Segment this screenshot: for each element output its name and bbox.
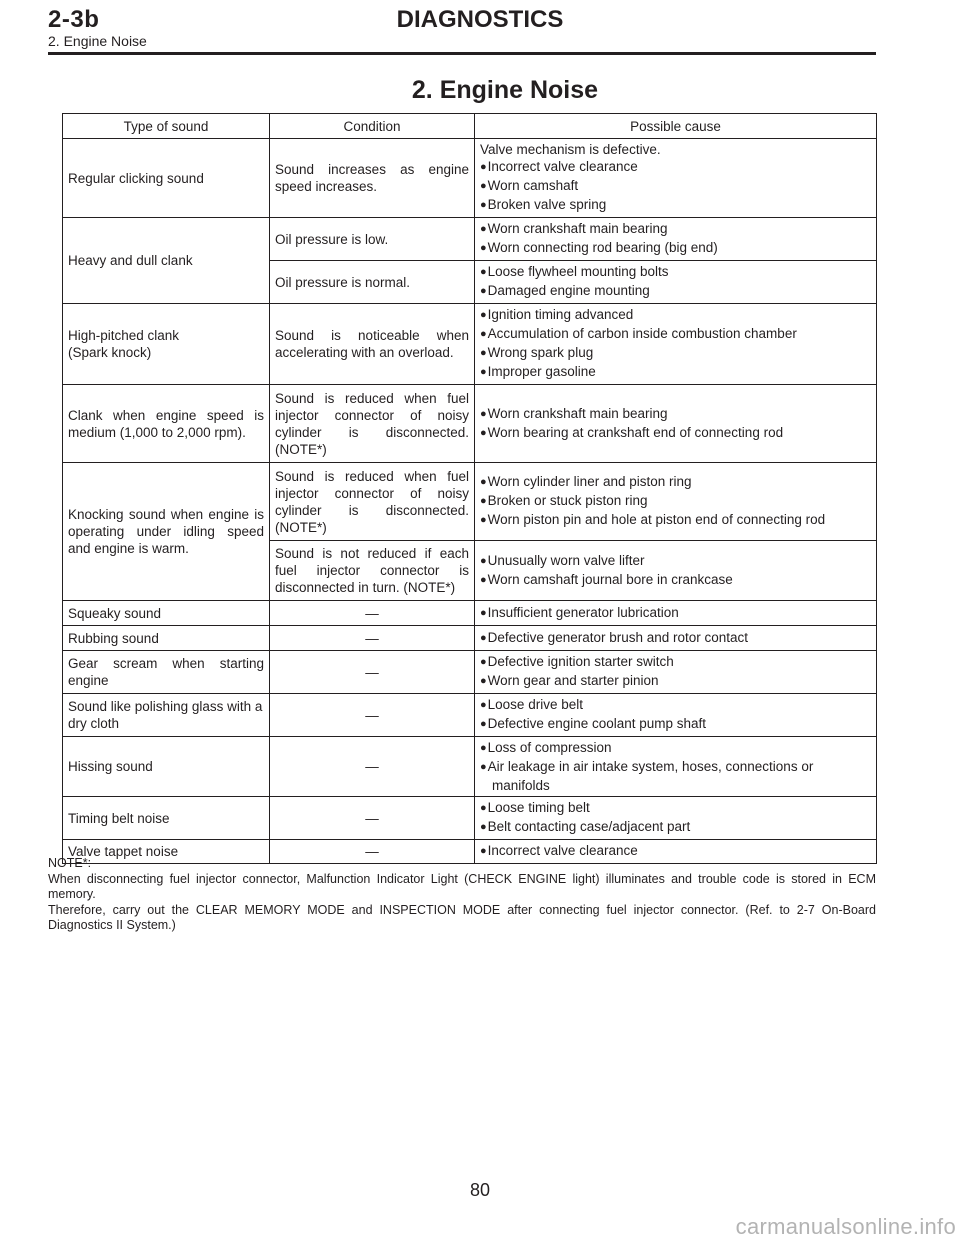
section-number: 2-3b	[48, 6, 100, 33]
cause-item-continuation: manifolds	[492, 778, 550, 793]
cause-cell	[475, 737, 877, 797]
page-title: 2. Engine Noise	[411, 76, 599, 104]
bullet-icon: ●	[480, 426, 487, 439]
cause-cell	[475, 463, 877, 541]
condition-cell: Oil pressure is low.	[270, 218, 475, 261]
cause-item: Incorrect valve clearance	[487, 159, 638, 174]
column-header-condition: Condition	[270, 114, 475, 139]
condition-cell: —	[270, 737, 475, 797]
cause-item: Broken valve spring	[487, 197, 607, 212]
cause-cell	[475, 385, 877, 463]
section-subtitle: 2. Engine Noise	[48, 33, 147, 49]
cause-item: Loss of compression	[487, 740, 612, 755]
bullet-icon: ●	[480, 742, 487, 754]
cause-item: Worn gear and starter pinion	[487, 673, 659, 688]
bullet-icon: ●	[480, 366, 487, 378]
cause-item: Defective engine coolant pump shaft	[487, 716, 707, 731]
condition-cell: Sound is not reduced if each fuel injector connector is disconnected in turn. (NOTE*)	[270, 541, 475, 601]
header-rule	[48, 52, 876, 55]
sound-type-cell: Squeaky sound	[63, 601, 270, 626]
condition-cell: Sound is reduced when fuel injector connector of noisy cylinder is disconnected. (NOTE*)	[270, 463, 475, 541]
cause-item: Ignition timing advanced	[487, 307, 634, 322]
condition-cell: Sound increases as engine speed increases.	[270, 139, 475, 218]
bullet-icon: ●	[480, 606, 487, 619]
bullet-icon: ●	[480, 161, 487, 173]
sound-type-cell	[63, 304, 270, 385]
bullet-icon: ●	[480, 242, 487, 254]
table-row	[63, 463, 877, 541]
cause-item: Wrong spark plug	[487, 345, 594, 360]
cause-item: Worn connecting rod bearing (big end)	[487, 240, 718, 255]
cause-item: Air leakage in air intake system, hoses, connections or	[487, 759, 814, 774]
notes-section	[48, 856, 876, 934]
cause-item: Worn bearing at crankshaft end of connecting rod	[487, 424, 784, 440]
cause-item: Broken or stuck piston ring	[487, 493, 648, 508]
condition-cell: —	[270, 601, 475, 626]
cause-cell	[475, 541, 877, 601]
sound-type-cell: Clank when engine speed is medium (1,000 to 2,000 rpm).	[63, 385, 270, 463]
bullet-icon: ●	[480, 573, 487, 586]
cause-cell	[475, 626, 877, 651]
bullet-icon: ●	[480, 631, 487, 644]
bullet-icon: ●	[480, 476, 487, 488]
bullet-icon: ●	[480, 514, 487, 526]
header-title: DIAGNOSTICS	[396, 6, 564, 33]
sound-type-cell: Timing belt noise	[63, 797, 270, 840]
table-row	[63, 626, 877, 651]
cause-item: Accumulation of carbon inside combustion chamber	[487, 326, 797, 341]
bullet-icon: ●	[480, 407, 487, 420]
page-number: 80	[469, 1180, 491, 1200]
cause-item: Loose flywheel mounting bolts	[487, 264, 669, 279]
engine-noise-table	[62, 113, 877, 864]
cause-cell	[475, 601, 877, 626]
sound-type-cell: Gear scream when starting engine	[63, 651, 270, 694]
condition-cell: Sound is reduced when fuel injector connector of noisy cylinder is disconnected. (NOTE*)	[270, 385, 475, 463]
condition-cell: Sound is noticeable when accelerating with an overload.	[270, 304, 475, 385]
cause-item: Worn crankshaft main bearing	[487, 405, 668, 421]
bullet-icon: ●	[480, 180, 487, 192]
bullet-icon: ●	[480, 347, 487, 359]
cause-item: Belt contacting case/adjacent part	[487, 819, 691, 834]
cause-item: Loose timing belt	[487, 800, 590, 815]
cause-item: Loose drive belt	[487, 697, 583, 712]
bullet-icon: ●	[480, 761, 487, 773]
cause-cell	[475, 304, 877, 385]
note-label: NOTE*:	[48, 856, 92, 870]
condition-cell: —	[270, 840, 475, 864]
cause-cell	[475, 694, 877, 737]
column-header-type: Type of sound	[63, 114, 270, 139]
cause-item: Worn camshaft journal bore in crankcase	[487, 571, 733, 587]
bullet-icon: ●	[480, 718, 487, 730]
sound-type-cell: Valve tappet noise	[63, 840, 270, 864]
cause-item: Incorrect valve clearance	[487, 843, 638, 858]
bullet-icon: ●	[480, 821, 487, 833]
cause-cell	[475, 218, 877, 261]
cause-item: Worn camshaft	[487, 178, 579, 193]
cause-intro: Valve mechanism is defective.	[480, 142, 661, 157]
cause-item: Defective generator brush and rotor contact	[487, 629, 749, 645]
table-row	[63, 304, 877, 385]
cause-item: Insufficient generator lubrication	[487, 604, 679, 620]
table-row	[63, 694, 877, 737]
note-text: Therefore, carry out the CLEAR MEMORY MODE and INSPECTION MODE after connecting fuel injector connector. (Ref. to 2-7 On-Board Diagnostics II System.)	[48, 902, 876, 932]
cause-item: Improper gasoline	[487, 364, 596, 379]
bullet-icon: ●	[480, 266, 487, 278]
table-row	[63, 139, 877, 218]
bullet-icon: ●	[480, 554, 487, 567]
bullet-icon: ●	[480, 675, 487, 687]
condition-cell: —	[270, 651, 475, 694]
cause-cell	[475, 261, 877, 304]
sound-type-cell: Regular clicking sound	[63, 139, 270, 218]
column-header-cause: Possible cause	[475, 114, 877, 139]
sound-type-cell: Rubbing sound	[63, 626, 270, 651]
cause-item: Defective ignition starter switch	[487, 654, 674, 669]
sound-type-cell: Sound like polishing glass with a dry cloth	[63, 694, 270, 737]
bullet-icon: ●	[480, 199, 487, 211]
bullet-icon: ●	[480, 285, 487, 297]
cause-cell	[475, 797, 877, 840]
condition-cell: —	[270, 626, 475, 651]
table-row	[63, 651, 877, 694]
table-row	[63, 737, 877, 797]
condition-cell: Oil pressure is normal.	[270, 261, 475, 304]
sound-type-cell: Heavy and dull clank	[63, 218, 270, 304]
bullet-icon: ●	[480, 328, 487, 340]
note-text: When disconnecting fuel injector connector, Malfunction Indicator Light (CHECK ENGINE light) illuminates and trouble code is stored in ECM memory.	[48, 871, 876, 901]
bullet-icon: ●	[480, 802, 487, 814]
cause-item: Worn cylinder liner and piston ring	[487, 474, 692, 489]
sound-type-cell: Hissing sound	[63, 737, 270, 797]
bullet-icon: ●	[480, 309, 487, 321]
sound-type-line: (Spark knock)	[68, 345, 152, 360]
watermark: carmanualsonline.info	[735, 1214, 956, 1239]
cause-item: Unusually worn valve lifter	[487, 552, 645, 568]
bullet-icon: ●	[480, 223, 487, 235]
bullet-icon: ●	[480, 699, 487, 711]
condition-cell: —	[270, 797, 475, 840]
table-row	[63, 385, 877, 463]
sound-type-line: High-pitched clank	[68, 328, 180, 343]
table-row	[63, 797, 877, 840]
cause-item: Worn piston pin and hole at piston end of connecting rod	[487, 512, 826, 527]
table-header-row	[63, 114, 877, 139]
cause-cell	[475, 651, 877, 694]
table-row	[63, 601, 877, 626]
cause-item: Damaged engine mounting	[487, 283, 650, 298]
sound-type-cell: Knocking sound when engine is operating under idling speed and engine is warm.	[63, 463, 270, 601]
condition-cell: —	[270, 694, 475, 737]
table-row	[63, 218, 877, 261]
cause-cell	[475, 139, 877, 218]
bullet-icon: ●	[480, 656, 487, 668]
bullet-icon: ●	[480, 845, 487, 857]
cause-item: Worn crankshaft main bearing	[487, 221, 668, 236]
bullet-icon: ●	[480, 495, 487, 507]
